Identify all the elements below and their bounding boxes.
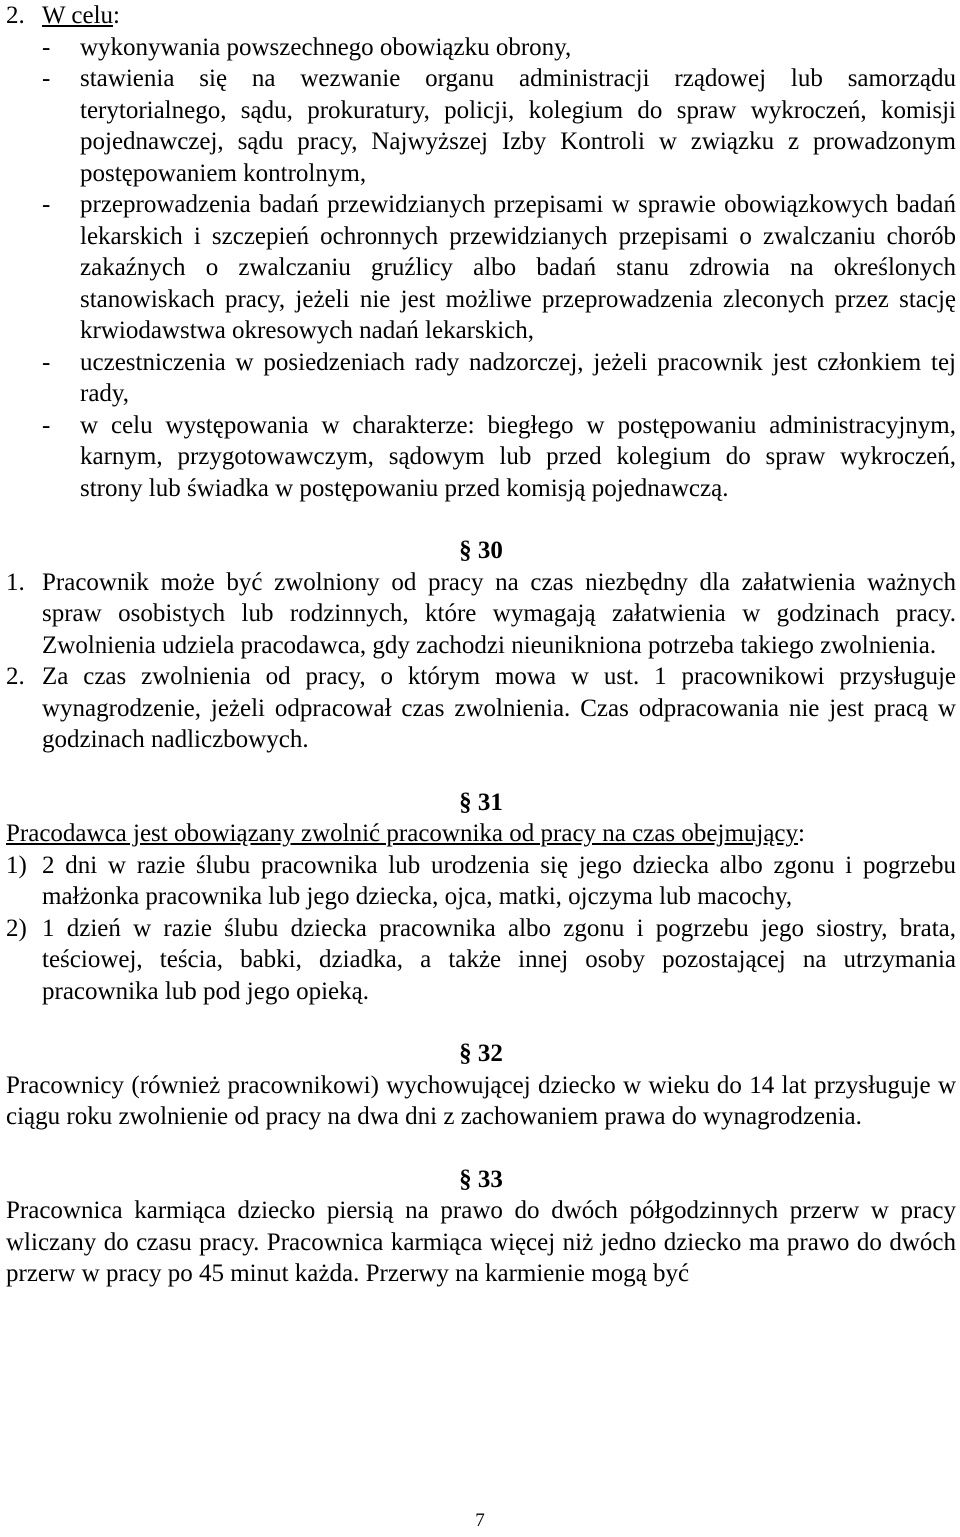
- section-heading-31: § 31: [459, 788, 503, 816]
- point-number: 2.: [6, 2, 25, 29]
- intro-point: [6, 0, 956, 32]
- intro-lead: W celu: [42, 2, 114, 29]
- section-heading-30: § 30: [459, 537, 503, 564]
- list-item: 1) 2 dni w razie ślubu pracownika lub urodzenia się jego dziecka albo zgonu i pogrzebu małżonka pracownika lub jego dziecka, ojca, matki, ojczyma lub macochy,: [6, 851, 956, 910]
- section-lead: Pracodawca jest obowiązany zwolnić pracownika od pracy na czas obejmujący:: [6, 820, 805, 847]
- intro-item: - stawienia się na wezwanie organu administracji rządowej lub samorządu terytorialnego, sądu, prokuratury, policji, kolegium do spraw wykroczeń, komisji pojednawczej, sądu pracy, Najwyższej Izby Kontroli w związku z prowadzonym postępowaniem kontrolnym,: [42, 65, 956, 187]
- section-heading-32: § 32: [459, 1040, 503, 1067]
- intro-item: - uczestniczenia w posiedzeniach rady nadzorczej, jeżeli pracownik jest członkiem tej rady,: [42, 348, 956, 407]
- paragraph: Pracownicy (również pracownikowi) wychowującej dziecko w wieku do 14 lat przysługuje w ciągu roku zwolnienie od pracy na dwa dni z zachowaniem prawa do wynagrodzenia.: [6, 1071, 956, 1130]
- paragraph: 1. Pracownik może być zwolniony od pracy na czas niezbędny dla załatwienia ważnych spraw osobistych lub rodzinnych, które wymagają załatwienia w godzinach pracy. Zwolnienia udziela pracodawca, gdy zachodzi nieunikniona potrzeba takiego zwolnienia.: [6, 568, 956, 659]
- page-number: 7: [475, 1510, 485, 1531]
- intro-item: - w celu występowania w charakterze: biegłego w postępowaniu administracyjnym, karnym, przygotowawczym, sądowym lub przed kolegium do spraw wykroczeń, strony lub świadka w postępowaniu przed komisją pojednawczą.: [42, 411, 956, 502]
- intro-item: - wykonywania powszechnego obowiązku obrony,: [42, 33, 572, 61]
- section-heading-33: § 33: [459, 1165, 503, 1193]
- paragraph: 2. Za czas zwolnienia od pracy, o którym mowa w ust. 1 pracownikowi przysługuje wynagrodzenie, jeżeli odpracował czas zwolnienia. Czas odpracowania nie jest pracą w godzinach nadliczbowych.: [6, 663, 956, 753]
- document-page: [6, 0, 956, 1290]
- list-item: 2) 1 dzień w razie ślubu dziecka pracownika albo zgonu i pogrzebu jego siostry, brata, teściowej, teścia, babki, dziadka, a także innej osoby pozostającej na utrzymania pracownika lub pod jego opieką.: [6, 914, 956, 1005]
- paragraph: Pracownica karmiąca dziecko piersią na prawo do dwóch półgodzinnych przerw w pracy wliczany do czasu pracy. Pracownica karmiąca więcej niż jedno dziecko ma prawo do dwóch przerw w pracy po 45 minut każda. Przerwy na karmienie mogą być: [6, 1197, 956, 1287]
- intro-item: - przeprowadzenia badań przewidzianych przepisami w sprawie obowiązkowych badań lekarskich i szczepień ochronnych przewidzianych przepisami o zwalczaniu chorób zakaźnych o zwalczaniu gruźlicy albo badań stanu zdrowia na określonych stanowiskach pracy, jeżeli nie jest możliwe przeprowadzenia zleconych przez stację krwiodawstwa okresowych nadań lekarskich,: [42, 191, 956, 344]
- intro-colon: :: [113, 2, 120, 29]
